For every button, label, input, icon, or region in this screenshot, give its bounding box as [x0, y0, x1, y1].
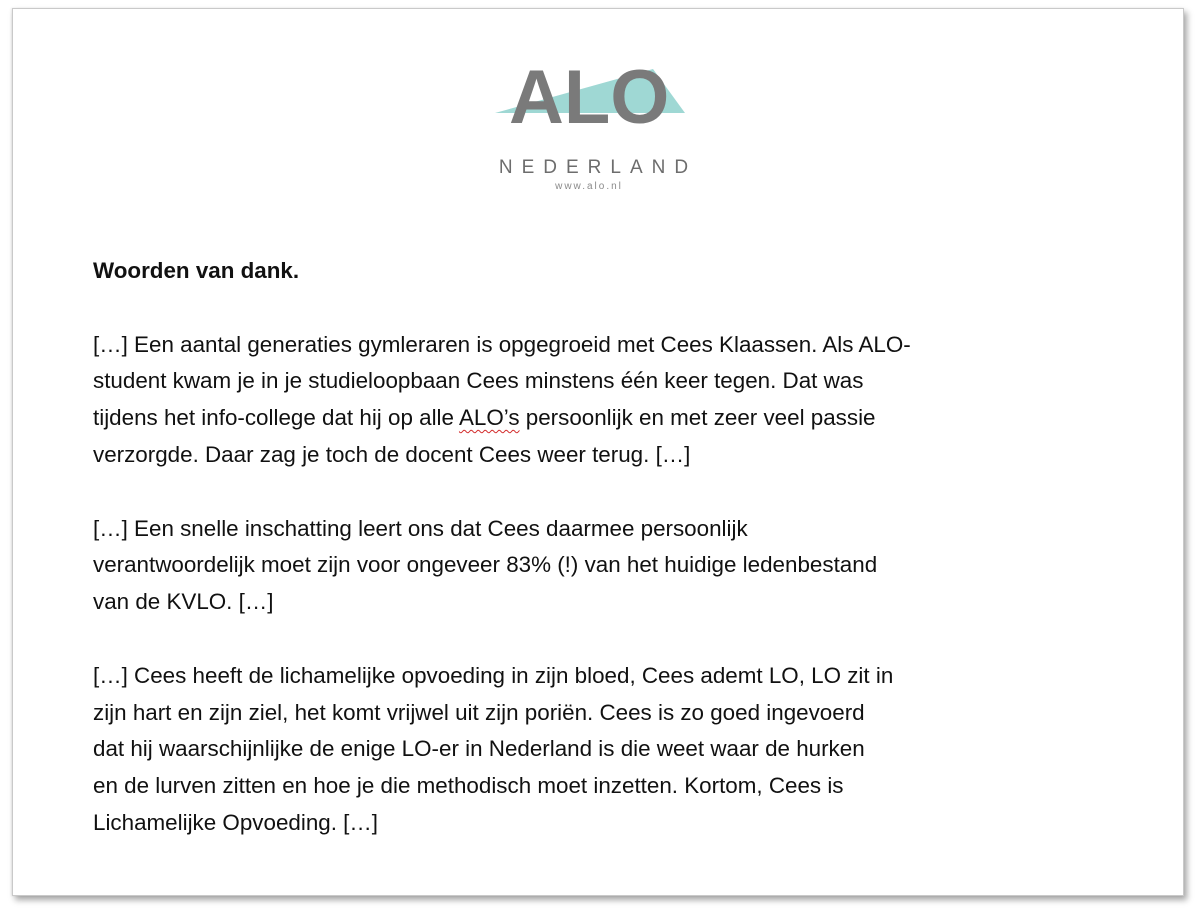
logo-subtitle: NEDERLAND: [498, 157, 698, 178]
text-line: dat hij waarschijnlijke de enige LO-er in Nederland is die weet waar de hurken: [93, 736, 865, 762]
text-line: [93, 400, 1103, 437]
text-segment: tijdens het info-college dat hij op alle: [93, 405, 459, 431]
paragraph-2: [93, 511, 1103, 621]
alo-logo-mark: [473, 61, 693, 161]
text-line: verzorgde. Daar zag je toch de docent Cees weer terug. […]: [93, 441, 691, 467]
letter-body: [93, 253, 1103, 879]
alo-logo: [473, 61, 733, 201]
text-line: […] Cees heeft de lichamelijke opvoeding in zijn bloed, Cees ademt LO, LO zit in: [93, 662, 894, 688]
text-line: van de KVLO. […]: [93, 589, 274, 615]
text-line: Lichamelijke Opvoeding. […]: [93, 809, 378, 835]
paragraph-3: [93, 658, 1103, 842]
paragraph-1: [93, 327, 1103, 474]
text-line: […] Een aantal generaties gymleraren is opgegroeid met Cees Klaassen. Als ALO-: [93, 331, 911, 357]
logo-wordmark: ALO: [509, 61, 670, 140]
text-line: zijn hart en zijn ziel, het komt vrijwel uit zijn poriën. Cees is zo goed ingevoerd: [93, 699, 865, 725]
letter-heading: Woorden van dank.: [93, 258, 300, 283]
text-line: verantwoordelijk moet zijn voor ongeveer 83% (!) van het huidige ledenbestand: [93, 552, 878, 578]
spellcheck-flagged-word: ALO’s: [458, 405, 520, 431]
text-segment: persoonlijk en met zeer veel passie: [519, 405, 876, 431]
text-line: student kwam je in je studieloopbaan Cees minstens één keer tegen. Dat was: [93, 368, 864, 394]
logo-url: www.alo.nl: [555, 181, 623, 192]
text-line: en de lurven zitten en hoe je die methodisch moet inzetten. Kortom, Cees is: [93, 773, 844, 799]
document-page: [12, 8, 1184, 896]
text-line: […] Een snelle inschatting leert ons dat Cees daarmee persoonlijk: [93, 515, 748, 541]
